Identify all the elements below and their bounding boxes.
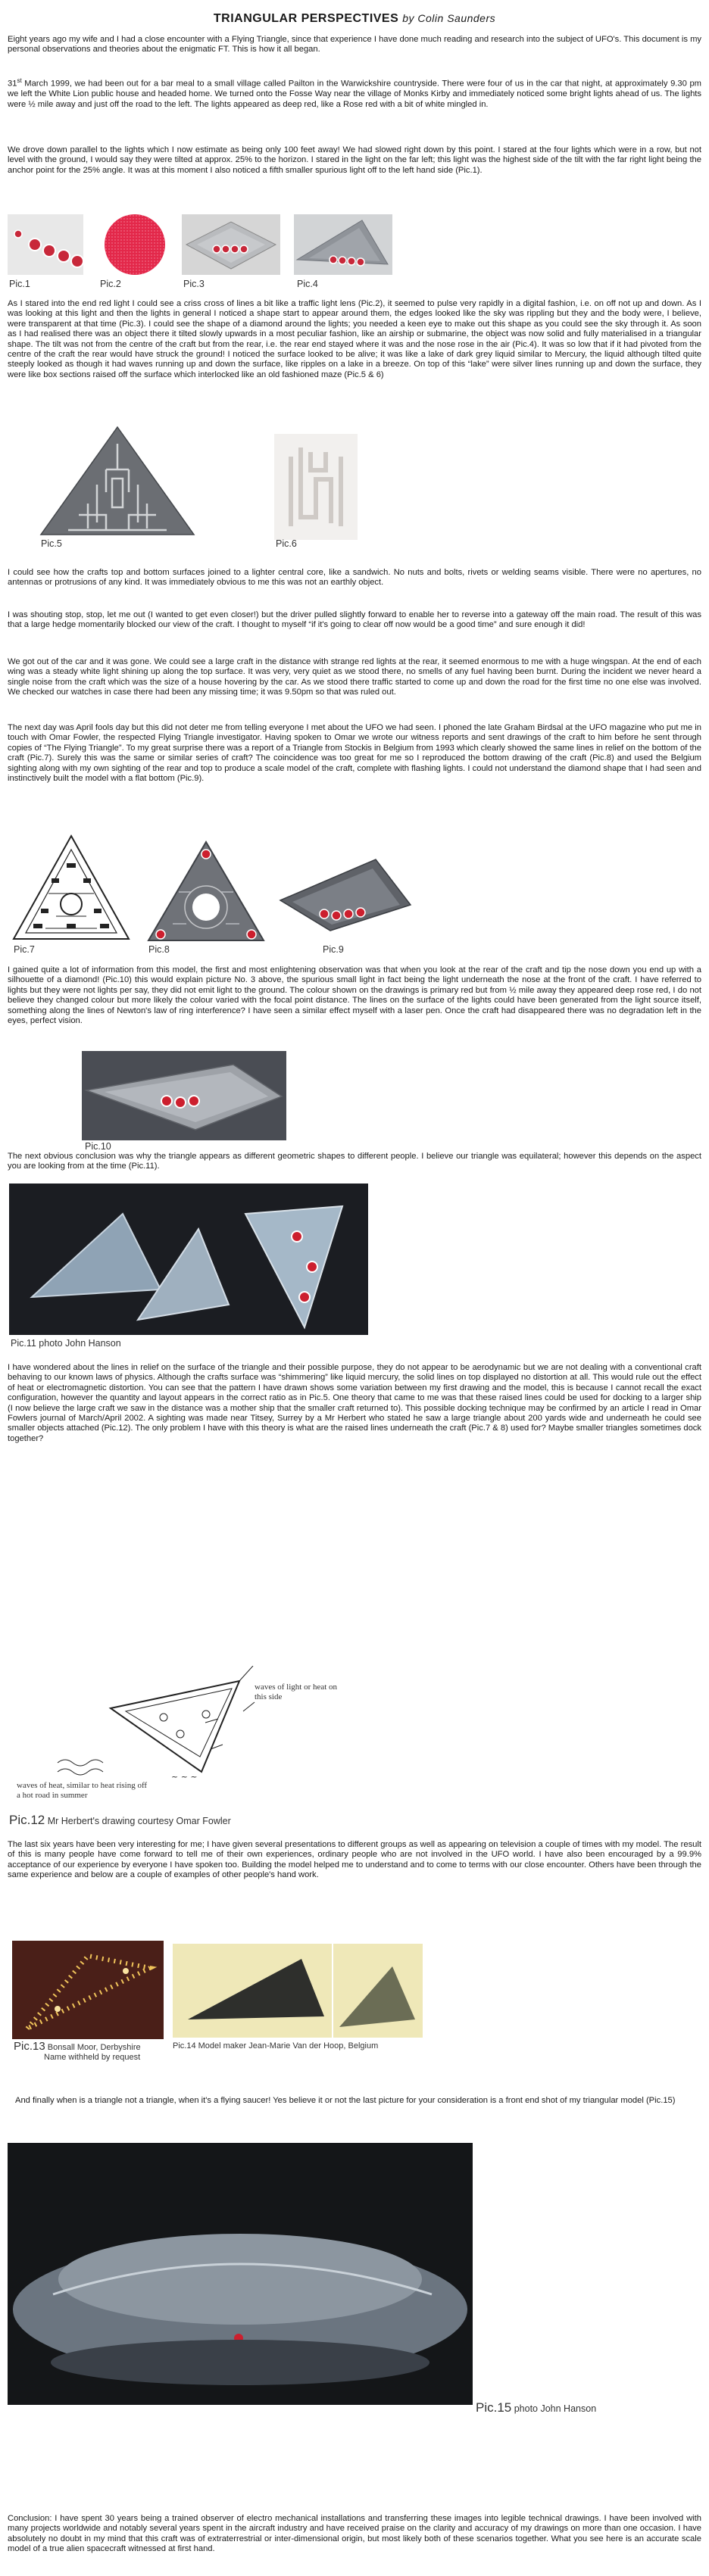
paragraph-7: We got out of the car and it was gone. We could see a large craft in the distance with strange red lights at the rear, it seemed enormous to me with a huge wingspan. At the end of each wing was a steady white light shining up along the top surface. It was very, very quiet as we stood there, no smells of any fuel having been burnt. During the incident we never heard a single noise from the craft which was the size of a house hovering by the car. As we stood there traffic started to come up and down the road for the first time no one else was involved. We checked our watches in case there had been any missing time; it was 9.50pm so that was ruled out. — [8, 657, 701, 697]
pic5-image — [38, 424, 197, 538]
paragraph-11: I have wondered about the lines in relief on the surface of the triangle and their possible purpose, they do not appear to be aerodynamic but we are not dealing with a conventional craft behaving to our known laws of physics. Although the crafts surface was “shimmering” like liquid mercury, the solid lines on top displayed no distortion at all. This would rule out the effect of heat or electromagnetic distortion. You can see that the pattern I have drawn shows some variation between my first drawing and the model, this is because I cannot recall the exact configuration, however the quantity and layout appears in the correct ratio as in Pic.5. One theory that came to me was that these raised lines could be used for docking to a larger ship (I now believe the large craft we saw in the distance was a mother ship that the smaller craft returned to). This possible docking technique may be confirmed by an article I read in Omar Fowlers journal of March/April 2002. A sighting was made near Titsey, Surrey by a Mr Herbert who stated he saw a large triangle about 200 yards wide and underneath he could see smaller objects attached (Pic.12). The only problem I have with this theory is what are the raised lines underneath the craft (Pic.7 & 8) used for? Maybe smaller triangles sometimes dock together? — [8, 1363, 701, 1443]
paragraph-5: I could see how the crafts top and bottom surfaces joined to a lighter central core, like a sandwich. No nuts and bolts, rivets or welding seams visible. There were no apertures, no antennas or protrusions of any kind. It was immediately obvious to me this was not an earthly object. — [8, 568, 701, 588]
pic6-caption: Pic.6 — [276, 538, 297, 549]
pic8-caption: Pic.8 — [148, 944, 170, 955]
pic14-image — [173, 1944, 423, 2038]
pic6-image — [274, 434, 358, 540]
pic8-image — [145, 839, 267, 943]
svg-text:~ ~ ~: ~ ~ ~ — [171, 1772, 198, 1782]
page-title: TRIANGULAR PERSPECTIVES by Colin Saunders — [213, 12, 496, 25]
pic9-caption: Pic.9 — [323, 944, 344, 955]
pic13-image — [12, 1941, 164, 2039]
author-byline: by Colin Saunders — [402, 12, 496, 24]
pic7-image — [11, 833, 132, 943]
pic5-caption: Pic.5 — [41, 538, 62, 549]
paragraph-4: As I stared into the end red light I could see a criss cross of lines a bit like a traffic light lens (Pic.2), it seemed to pulse very rapidly in a digital fashion, i.e. on off not up and down. As I was looking at this light and then the lights in general I noticed a shape start to appear around them, the edges looked like the sky was rippling but they and the body were, I believe, were transparent at that time (Pic.3). I could see the shape of a diamond around the lights; you needed a keen eye to make out this shape as you could see the sky through it. As soon as I had realised there was an object there it tilted slowly upwards in a most peculiar fashion, like an airship or submarine, the object was now solid and fully materialised in a triangular shape. The tilt was not from the centre of the craft but from the rear, i.e. the rear end stayed where it was and the nose rose in the air (Pic.4). It was so low that if it had pivoted from the centre of the craft the rear would have struck the ground! I noticed the surface looked to be alive; it was like a lake of dark grey liquid similar to Mercury, the liquid although tilted quite steeply looked as though it had waves running up and down the surface, like ripples on a lake in a breeze. On top of this “lake” were silver lines running up and down the surface, they were like box sections raised off the surface which interlocked like an old fashioned maze (Pic.5 & 6) — [8, 299, 701, 379]
conclusion-paragraph: Conclusion: I have spent 30 years being a trained observer of electro mechanical installations and transferring these images into legible technical drawings. I have been involved with many projects worldwide and notably several years spent in the aircraft industry and have received praise on the clarity and accuracy of my drawings on more than one occasion. I have absolutely no doubt in my mind that this craft was of extraterrestrial or inter-dimensional origin, but most likely both of these scenarios together. What you see here is an accurate scale model of a true alien spacecraft witnessed at first hand. — [8, 2514, 701, 2554]
pic4-image — [294, 214, 392, 275]
pic7-caption: Pic.7 — [14, 944, 35, 955]
pic11-caption: Pic.11 photo John Hanson — [11, 1338, 121, 1349]
paragraph-9: I gained quite a lot of information from this model, the first and most enlightening observation was that when you look at the rear of the craft and tip the nose down you end up with a silhouette of a diamond! (Pic.10) this would explain picture No. 3 above, the spurious small light in fact being the light underneath the nose at the front of the craft. I have referred to lights but they were not lights per say, they did not emit light to the ground. The colour shown on the drawings is primary red but from ½ mile away they appeared deep rose red, I do not believe they changed colour but more likely the colour varied with the focal point distance. The lines on the surface of the lights could have been generated from the light source itself, something along the lines of Newton's law of ring interference? I have seen a similar effect myself with a laser pen. Once the craft had disappeared there was no degradation left in the eyes, perfect vision. — [8, 965, 701, 1026]
paragraph-8: The next day was April fools day but this did not deter me from telling everyone I met about the UFO we had seen. I phoned the late Graham Birdsal at the UFO magazine who put me in touch with Omar Fowler, the respected Flying Triangle investigator. Having spoken to Omar we wrote our witness reports and sent drawings of the craft to him before he sent through copies of “The Flying Triangle”. To my great surprise there was a report of a Triangle from Stockis in Belgium from 1993 which clearly showed the same lines in relief on the bottom of the craft (Pic.7). Surely this was the same or similar series of craft? The coincidence was too great for me so I reproduced the bottom drawing of the craft (Pic.8) and used the Belgium sighting along with my own sighting of the rear and top to produce a scale model of the craft, complete with flashing lights. I could not understand the diamond shape that I had seen and instinctively built the model with a flat bottom (Pic.9). — [8, 723, 701, 784]
paragraph-13: And finally when is a triangle not a triangle, when it's a flying saucer! Yes believe it or not the last picture for your consideration is a front end shot of my triangular model (Pic.15) — [15, 2096, 676, 2105]
paragraph-12: The last six years have been very interesting for me; I have given several presentations to different groups as well as appearing on television a couple of times with my model. The result of this is many people have come forward to tell me of their own experiences, ordinary people who are not involved in the UFO world. I have also been encouraged by a 99.9% acceptance of our experience by everyone I have spoken too. Building the model helped me to understand and to come to terms with our close encounter. Others have been through the same experience and below are a couple of examples of other people's hand work. — [8, 1840, 701, 1880]
pic3-caption: Pic.3 — [183, 279, 205, 289]
paragraph-10: The next obvious conclusion was why the triangle appears as different geometric shapes to different people. I believe our triangle was equilateral; however this depends on the aspect you are looking from at the time (Pic.11). — [8, 1152, 701, 1171]
pic10-caption: Pic.10 — [85, 1141, 111, 1152]
pic15-caption: Pic.15 photo John Hanson — [476, 2400, 597, 2415]
pic13-caption: Pic.13 Bonsall Moor, Derbyshire Name withheld by request — [14, 2040, 141, 2062]
intro-paragraph: Eight years ago my wife and I had a close encounter with a Flying Triangle, since that experience I have done much reading and research into the subject of UFO's. This document is my personal observations and theories about the enigmatic FT. This is how it all began. — [8, 35, 701, 55]
paragraph-3: We drove down parallel to the lights which I now estimate as being only 100 feet away! We had slowed right down by this point. I stared at the four lights which were in a row, but not level with the ground, I would say they were tilted at approx. 25% to the horizon. I stared in the light on the far left; this light was the highest side of the tilt with the far right light being the anchor point for the 25% angle. It was at this moment I also noticed a fifth smaller spurious light off to the left hand side (Pic.1). — [8, 145, 701, 175]
pic12-caption: Pic.12 Mr Herbert's drawing courtesy Omar Fowler — [9, 1813, 231, 1827]
pic14-caption: Pic.14 Model maker Jean-Marie Van der Hoop, Belgium — [173, 2041, 379, 2051]
pic2-image — [98, 214, 174, 275]
pic9-image — [277, 852, 414, 935]
pic3-image — [182, 214, 280, 275]
date-paragraph: 31st March 1999, we had been out for a bar meal to a small village called Pailton in the Warwickshire countryside. There were four of us in the car that night, at approximately 9.30 pm we left the White Lion public house and headed home. We turned onto the Fosse Way near the village of Monks Kirby and immediately noticed some bright lights ahead of us. The lights were ½ mile away and just off the road to the left. The lights appeared as deep red, like a Rose red with a bit of white mingled in. — [8, 77, 701, 109]
paragraph-6: I was shouting stop, stop, let me out (I wanted to get even closer!) but the driver pulled slightly forward to enable her to reverse into a gateway off the main road. The result of this was that a large hedge momentarily blocked our view of the craft. I thought to myself “if it's going to clear off now would be a good time” and sure enough it did! — [8, 610, 701, 630]
pic1-caption: Pic.1 — [9, 279, 30, 289]
pic2-caption: Pic.2 — [100, 279, 121, 289]
pic10-image — [82, 1051, 286, 1140]
pic11-image — [9, 1184, 368, 1335]
pic12-note-2: waves of heat, similar to heat rising off a hot road in summer — [17, 1781, 148, 1800]
pic4-caption: Pic.4 — [297, 279, 318, 289]
pic1-image — [8, 214, 83, 275]
pic15-image — [8, 2143, 473, 2405]
pic12-note-1: waves of light or heat on this side — [255, 1683, 338, 1701]
